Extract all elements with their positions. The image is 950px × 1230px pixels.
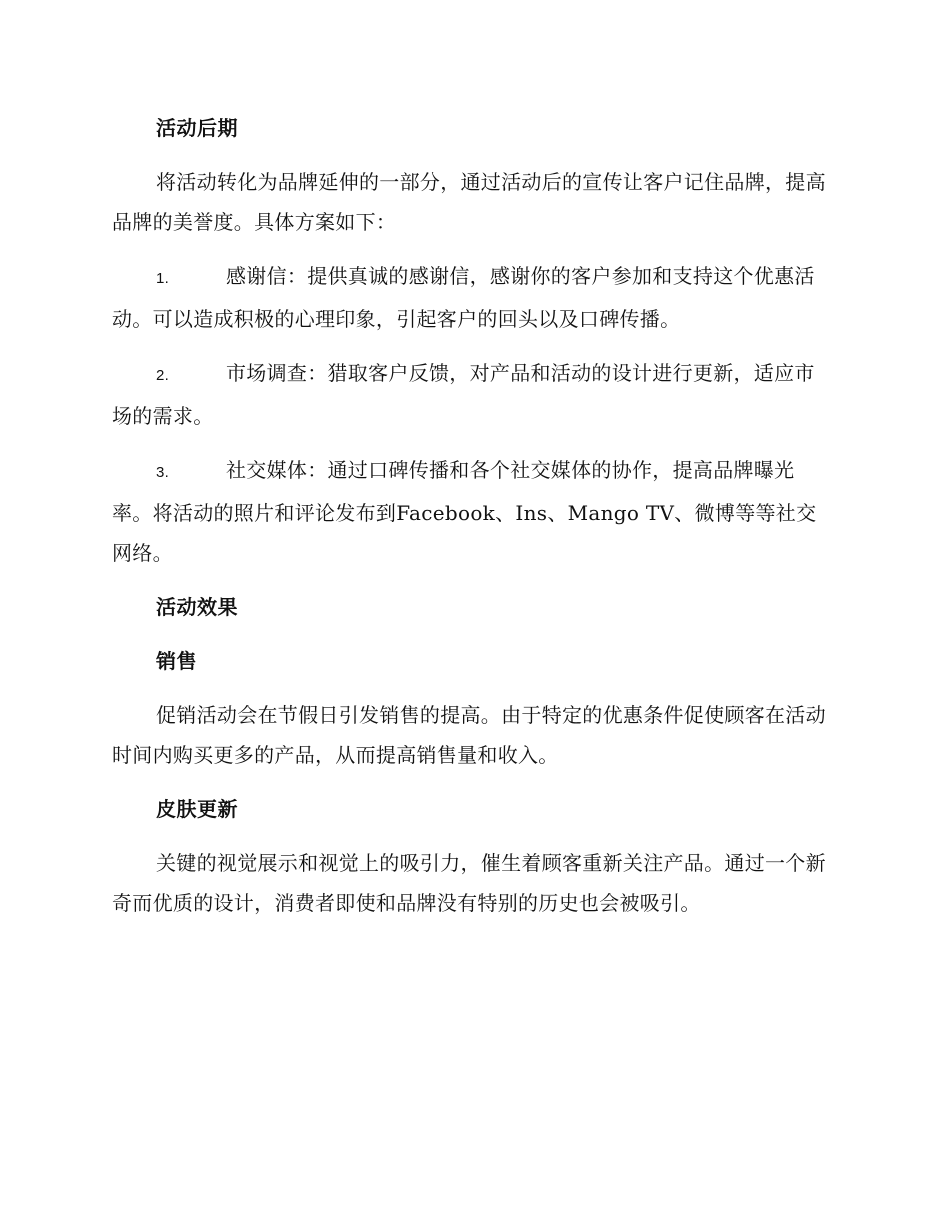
list-item-text: 社交媒体：通过口碑传播和各个社交媒体的协作，提高品牌曝光率。将活动的照片和评论发布到Facebook、Ins、Mango TV、微博等等社交网络。: [112, 458, 817, 565]
sales-paragraph: 促销活动会在节假日引发销售的提高。由于特定的优惠条件促使顾客在活动时间内购买更多的产品，从而提高销售量和收入。: [112, 703, 826, 767]
section-heading-effect: 活动效果: [156, 595, 238, 619]
list-number: 2.: [156, 367, 170, 384]
list-item-social-media: [112, 450, 832, 573]
later-phase-intro-paragraph: 将活动转化为品牌延伸的一部分，通过活动后的宣传让客户记住品牌，提高品牌的美誉度。具体方案如下：: [112, 170, 826, 234]
section-heading-later-phase: 活动后期: [156, 116, 238, 140]
subheading-sales: 销售: [156, 649, 197, 673]
list-number: 1.: [156, 270, 170, 287]
list-item-text: 市场调查：猎取客户反馈，对产品和活动的设计进行更新，适应市场的需求。: [112, 361, 815, 428]
document-content: [112, 108, 832, 937]
list-item-text: 感谢信：提供真诚的感谢信，感谢你的客户参加和支持这个优惠活动。可以造成积极的心理印象，引起客户的回头以及口碑传播。: [112, 264, 815, 331]
skin-update-paragraph: 关键的视觉展示和视觉上的吸引力，催生着顾客重新关注产品。通过一个新奇而优质的设计，消费者即使和品牌没有特别的历史也会被吸引。: [112, 851, 826, 915]
list-item-market-survey: [112, 353, 832, 436]
subheading-skin-update: 皮肤更新: [156, 797, 238, 821]
list-number: 3.: [156, 464, 170, 481]
list-item-thank-you-letter: [112, 256, 832, 339]
